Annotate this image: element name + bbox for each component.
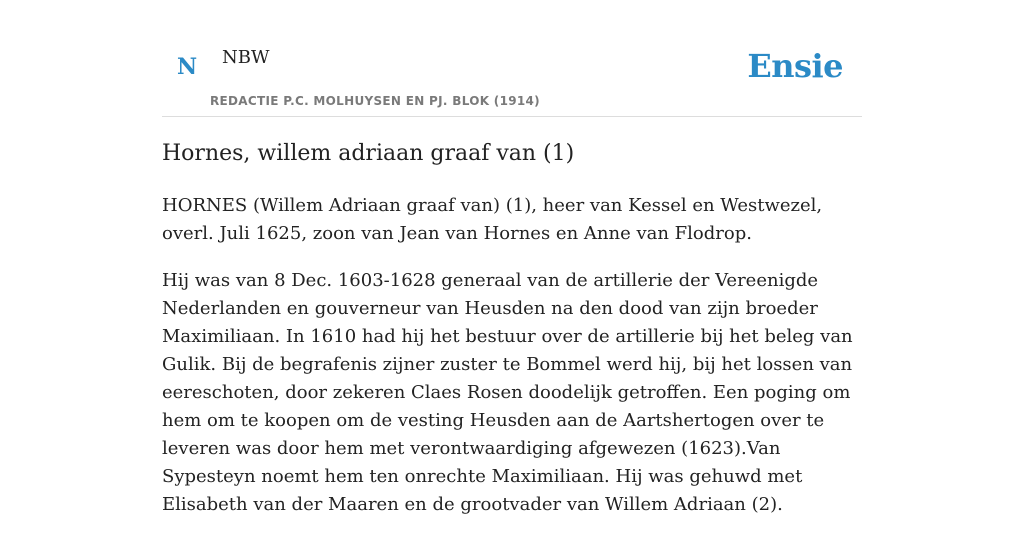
source-subtitle: REDACTIE P.C. MOLHUYSEN EN PJ. BLOK (1914) [210, 94, 540, 108]
source-name[interactable]: NBW [222, 47, 270, 68]
ensie-logo[interactable]: Ensie [747, 47, 843, 85]
article-paragraph: HORNES (Willem Adriaan graaf van) (1), heer van Kessel en Westwezel, overl. Juli 1625, zoon van Jean van Hornes en Anne van Flodrop. [162, 195, 823, 244]
article-paragraph: Hij was van 8 Dec. 1603-1628 generaal van de artillerie der Vereenigde Nederlanden en gouverneur van Heusden na den dood van zijn broeder Maximiliaan. In 1610 had hij het bestuur over de artillerie bij het beleg van Gulik. Bij de begrafenis zijner zuster te Bommel werd hij, bij het lossen van eereschoten, door zekeren Claes Rosen doodelijk getroffen. Een poging om hem om te koopen om de vesting Heusden aan de Aartshertogen over te leveren was door hem met verontwaardiging afgewezen (1623).Van Sypesteyn noemt hem ten onrechte Maximiliaan. Hij was gehuwd met Elisabeth van der Maaren en de grootvader van Willem Adriaan (2). [162, 270, 853, 515]
source-logo[interactable]: N [177, 54, 198, 80]
page-container [162, 0, 862, 515]
article-title: Hornes, willem adriaan graaf van (1) [162, 141, 575, 166]
source-header [162, 0, 862, 117]
article-body [162, 192, 862, 538]
